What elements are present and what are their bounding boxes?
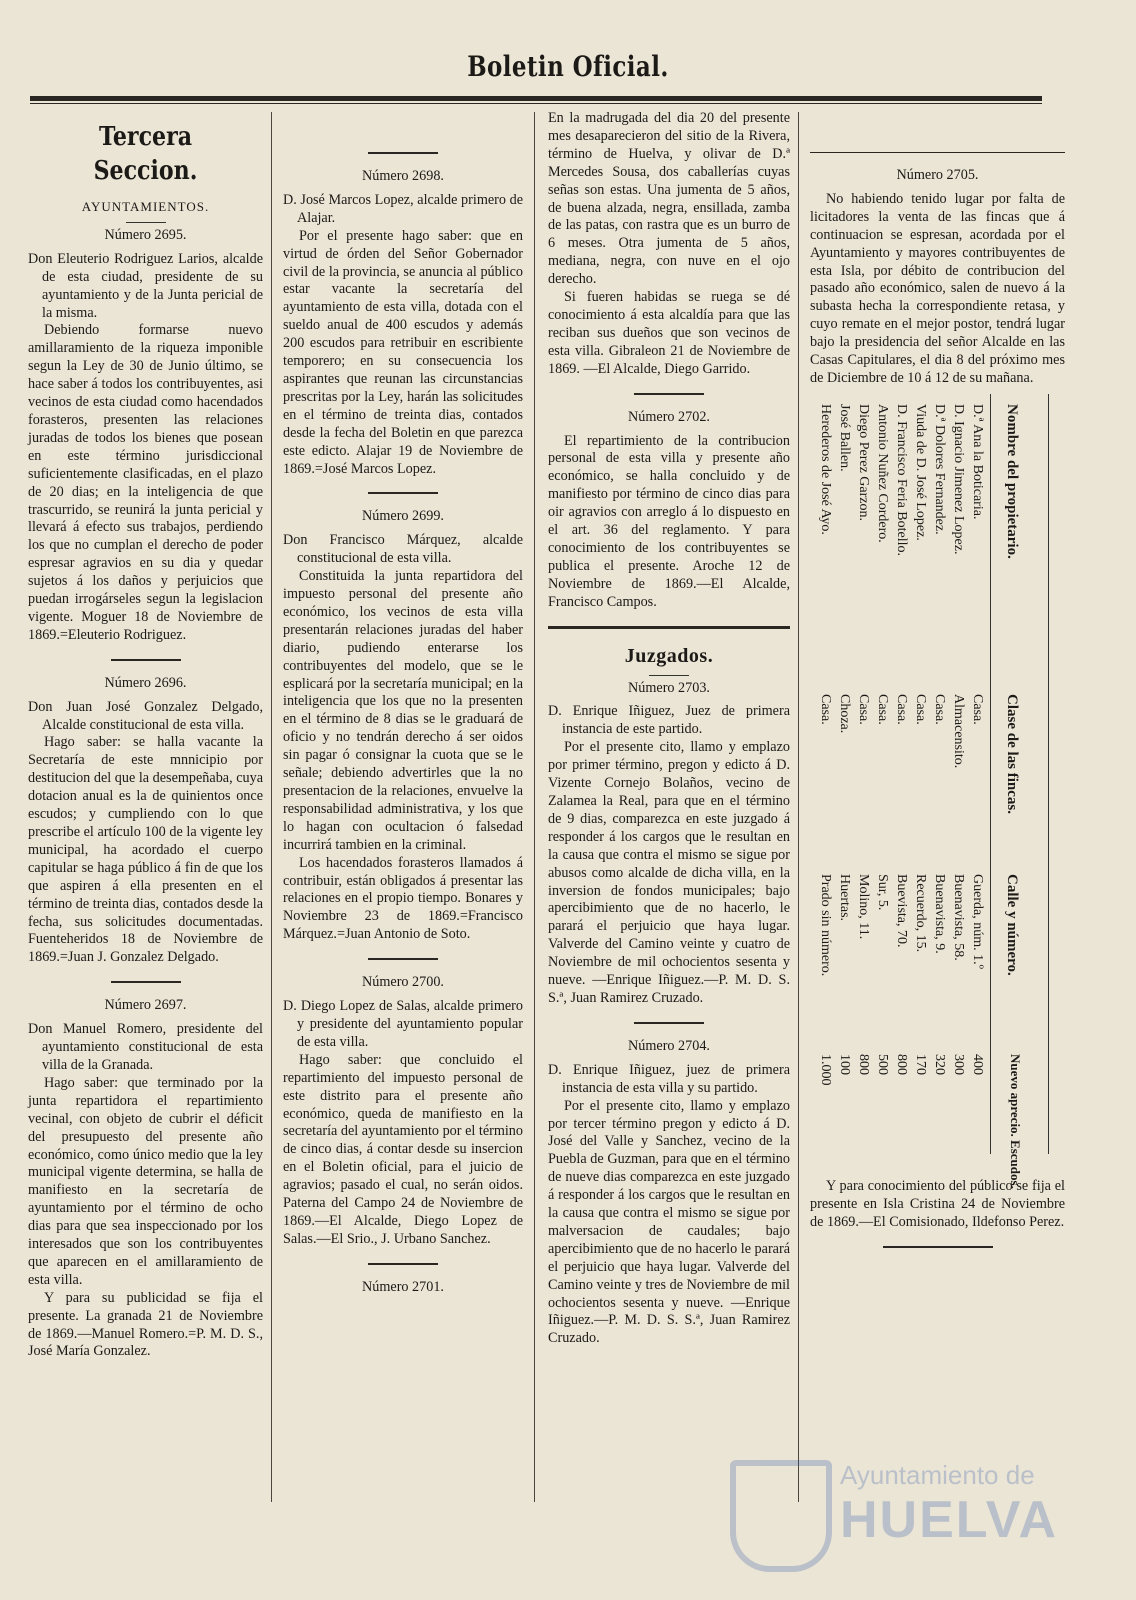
- notice-header: Don Manuel Romero, presidente del ayuntamiento constitucional de esta villa de la Granada.: [28, 1021, 263, 1073]
- notice-body: No habiendo tenido lugar por falta de licitadores la venta de las fincas que á continuacion se espresan, acordada por el Ayuntamiento y mayores contribuyentes de esta Isla, por débito de contribucion del pasado año económico, salen de nuevo á la subasta hecha la correspondiente retasa, y cuyo remate en el mejor postor, tendrá lugar bajo la presidencia del señor Alcalde en las Casas Capitulares, el dia 8 del próximo mes de Diciembre de 10 á 12 de su mañana.: [810, 190, 1065, 386]
- notice-body: Hago saber: se halla vacante la Secretaría de este mnnicipio por destitucion del que la desempeñaba, cuya dotacion anual es la de quinientos once escudos; y cumpliendo con lo que prescribe el artículo 100 de la vigente ley municipal, ha acordado el cuerpo capitular se haga público á fin de que los que aspiren á ella presenten en el término de treinta dias, contados desde la fecha, sus solicitudes documentadas. Fuenteheridos 18 de Noviembre de 1869.=Juan J. Gonzalez Delgado.: [28, 734, 263, 966]
- table-cell-calle: Buenavista, 58.: [951, 873, 966, 961]
- coat-of-arms-icon: [730, 1460, 832, 1572]
- notice-number: Número 2705.: [896, 167, 979, 183]
- notice-body: Hago saber: que concluido el repartimiento del impuesto personal de este distrito para el presente año económico, queda de manifiesto en la secretaría del ayuntamiento por el término de cinco dias, á contar desde su insercion en el Boletin oficial, para el juicio de agravios; pasado el cual, no serán oidos. Paterna del Campo 24 de Noviembre de 1869.—El Alcalde, Diego Lopez de Salas.—El Srio., J. Urbano Sanchez.: [283, 1051, 523, 1247]
- column-4: [810, 110, 1065, 1256]
- notice-header: Don Eleuterio Rodriguez Larios, alcalde de esta ciudad, presidente de su ayuntamiento y de la Junta pericial de la misma.: [28, 250, 263, 321]
- table-cell-aprecio: 100: [837, 1053, 852, 1075]
- notice-body: En la madrugada del dia 20 del presente mes desaparecieron del sitio de la Rivera, término de Huelva, y olivar de D.ª Mercedes Sousa, dos caballerías cuyas señas son estas. Una jumenta de 5 años, de buena alzada, negra, ensillada, zamba de las patas, con rastra que es un burro de 6 meses. Otra jumenta de 5 años, mediana, negra, con nuve en el ojo derecho.: [548, 110, 790, 288]
- table-cell-calle: Sur, 5.: [875, 873, 890, 911]
- table-cell-propietario: D.ª Dolores Fernandez.: [932, 403, 947, 535]
- header-clase: Clase de las fincas.: [1004, 693, 1020, 814]
- table-cell-calle: Huertas.: [837, 873, 852, 921]
- table-cell-propietario: D. Ignacio Jimenez Lopez.: [951, 403, 966, 555]
- notice-header: D. Diego Lopez de Salas, alcalde primero y presidente del ayuntamiento popular de esta villa.: [283, 998, 523, 1050]
- table-cell-propietario: Antonio Nuñez Cordero.: [875, 403, 890, 543]
- table-rule: [1048, 394, 1049, 1154]
- notice-body: Constituida la junta repartidora del impuesto personal del presente año económico, los vecinos de esta villa presentarán relaciones juradas del haber diario, pudiendo enterarse los contribuyentes del modelo, que se le esplicará por la secretaría municipal; en la inteligencia que los que no la presenten en el término de 8 dias se le graduará de oficio y no tendrán derecho á ser oidos sin pagar ó consignar la cuota que se le señale; debiendo advertirles que la no presentacion de la relaciones, envuelve la responsabilidad administrativa, y los que lo hagan con ocultacion ó falsedad incurrirá tambien en la criminal.: [283, 568, 523, 853]
- notice-number: Número 2701.: [362, 1278, 444, 1295]
- table-cell-propietario: Viuda de D. José Lopez.: [913, 403, 928, 541]
- notice-closing: Y para conocimiento del público se fija el presente en Isla Cristina 24 de Noviembre de 1869.—El Comisionado, Ildefonso Perez.: [810, 1177, 1065, 1230]
- table-cell-calle: Prado sin número.: [818, 873, 833, 977]
- table-cell-calle: Molino, 11.: [856, 873, 871, 940]
- notice-number: Número 2699.: [362, 508, 444, 525]
- properties-table: [810, 394, 1065, 1189]
- dash: [126, 222, 166, 223]
- separator: [634, 1022, 704, 1024]
- section-title: Tercera Seccion.: [93, 122, 198, 186]
- notice-body: Y para su publicidad se fija el presente. La granada 21 de Noviembre de 1869.—Manuel Romero.=P. M. D. S., José María Gonzalez.: [28, 1289, 263, 1360]
- separator: [368, 1263, 438, 1265]
- table-cell-aprecio: 170: [913, 1053, 928, 1075]
- table-cell-aprecio: 800: [894, 1053, 909, 1075]
- table-cell-calle: Guerda, núm. 1.º: [970, 873, 985, 969]
- separator: [883, 1246, 993, 1248]
- table-cell-propietario: Diego Perez Garzon.: [856, 403, 871, 521]
- watermark-line-1: Ayuntamiento de: [840, 1460, 1035, 1490]
- notice-number: Número 2696.: [104, 674, 187, 691]
- table-cell-clase: Choza.: [837, 693, 852, 734]
- table-cell-propietario: D. Francisco Feria Botello.: [894, 403, 909, 556]
- notice-header: D. Enrique Iñiguez, juez de primera instancia de esta villa y su partido.: [548, 1061, 790, 1096]
- notice-header: D. José Marcos Lopez, alcalde primero de Alajar.: [283, 191, 523, 226]
- section-rule: [548, 626, 790, 629]
- table-cell-clase: Casa.: [932, 693, 947, 725]
- table-cell-calle: Buevista, 70.: [894, 873, 909, 948]
- column-divider: [798, 112, 799, 1502]
- table-cell-aprecio: 1.000: [818, 1053, 833, 1086]
- dash: [649, 675, 689, 676]
- table-cell-clase: Almacensito.: [951, 693, 966, 769]
- notice-number: Número 2704.: [628, 1037, 710, 1054]
- notice-header: Don Juan José Gonzalez Delgado, Alcalde constitucional de esta villa.: [28, 698, 263, 733]
- table-cell-calle: Recuerdo, 15.: [913, 873, 928, 953]
- column-1: [28, 110, 263, 1361]
- notice-body: Debiendo formarse nuevo amillaramiento de la riqueza imponible segun la Ley de 30 de Junio último, se hace saber á todos los contribuyentes, asi vecinos de esta ciudad como hacendados forasteros, presenten las relaciones juradas de todos los bienes que posean en este término jurisdiccional suficientemente clasificadas, en el plazo de 20 dias; en la inteligencia de que trascurrido, se reunirá la junta pericial y llevará á efecto sus trabajos, perdiendo los que no cumplan el derecho de poder espresar agravios en su dia y quedar sujetos á los daños y perjuicios que puedan irrogárseles segun la legislacion vigente. Moguer 18 de Noviembre de 1869.=Eleuterio Rodriguez.: [28, 322, 263, 643]
- table-cell-clase: Casa.: [856, 693, 871, 725]
- notice-number: Número 2702.: [628, 408, 710, 425]
- notice-number: Número 2695.: [104, 226, 187, 243]
- table-cell-aprecio: 500: [875, 1053, 890, 1075]
- notice-number: Número 2700.: [362, 974, 444, 991]
- table-cell-propietario: D.ª Ana la Boticaria.: [970, 403, 985, 520]
- table-cell-aprecio: 320: [932, 1053, 947, 1075]
- separator: [111, 659, 181, 661]
- separator: [368, 958, 438, 960]
- column-divider: [271, 112, 272, 1502]
- table-cell-clase: Casa.: [894, 693, 909, 725]
- column-3: [548, 110, 790, 1348]
- notice-body: Por el presente cito, llamo y emplazo por tercer término pregon y edicto á D. José del Valle y Sanchez, vecino de la Puebla de Guzman, para que en el término de nueve dias comparezca en este juzgado á responder á los cargos que le resultan en la causa que contra el mismo se sigue por malversacion de caudales; bajo apercibimiento que de no hacerlo le parará el perjuicio que haya lugar. Valverde del Camino veinte y tres de Noviembre de mil ochocientos sesenta y nueve. —Enrique Iñiguez.—P. M. D. S. S.ª, Juan Ramirez Cruzado.: [548, 1097, 790, 1347]
- notice-header: D. Enrique Iñiguez, Juez de primera instancia de este partido.: [548, 703, 790, 738]
- table-rule: [990, 394, 991, 1154]
- notice-body: El repartimiento de la contribucion personal de esta villa y presente año económico, se halla concluido y de manifiesto por término de cinco dias para oir agravios con arreglo á lo dispuesto en el art. 36 del reglamento. Y para conocimiento de los contribuyentes se publica el presente. Aroche 12 de Noviembre de 1869.—El Alcalde, Francisco Campos.: [548, 432, 790, 610]
- notice-header: Don Francisco Márquez, alcalde constitucional de esta villa.: [283, 532, 523, 567]
- header-aprecio: Nuevo aprecio. Escudos.: [1008, 1053, 1023, 1189]
- separator: [368, 152, 438, 154]
- header-rule-thin: [30, 103, 1042, 104]
- table-cell-clase: Casa.: [970, 693, 985, 725]
- notice-body: Hago saber: que terminado por la junta repartidora el repartimiento vecinal, con objeto de cubrir el déficit del presupuesto del presente año económico, como único medio que la ley municipal vigente determina, se halla de manifiesto en la secretaría de ayuntamiento por el término de ocho dias para que sea inspeccionado por los interesados que son los contribuyentes que aparecen en el amillaramiento de esta villa.: [28, 1074, 263, 1288]
- table-cell-propietario: José Ballen.: [837, 403, 852, 472]
- masthead: Boletin Oficial.: [467, 50, 669, 83]
- column-divider: [534, 112, 535, 1502]
- notice-body: Por el presente cito, llamo y emplazo por primer término, pregon y edicto á D. Vizente Cornejo Bolaños, vecino de Zalamea la Real, para que en el término de 9 dias, comparezca en este juzgado á responder á los cargos que le resultan en la causa que contra el mismo se sigue por abusos como alcalde de dicha villa, en la inversion de fondos municipales; bajo apercibimiento que de no hacerlo, le parará el perjuicio que haya lugar. Valverde del Camino veinte y cuatro de Noviembre de mil ochocientos sesenta y nueve. —Enrique Iñiguez.—P. M. D. S. S.ª, Juan Ramirez Cruzado.: [548, 739, 790, 1006]
- header-rule: [30, 96, 1042, 101]
- table-cell-aprecio: 400: [970, 1053, 985, 1075]
- table-cell-aprecio: 800: [856, 1053, 871, 1075]
- separator: [810, 152, 1065, 153]
- table-cell-clase: Casa.: [875, 693, 890, 725]
- table-cell-clase: Casa.: [913, 693, 928, 725]
- watermark-line-2: HUELVA: [840, 1491, 1059, 1549]
- notice-body: Por el presente hago saber: que en virtud de órden del Señor Gobernador civil de la provincia, se anuncia al público estar vacante la secretaría del ayuntamiento de esta villa, dotada con el sueldo anual de 400 escudos y además 200 escudos para retribuir en escribiente temporero; en su consecuencia los aspirantes que reunan las circunstancias prescritas por la Ley, harán las solicitudes en el término de treinta dias, contados desde la fecha del Boletin en que parezca este edicto. Alajar 19 de Noviembre de 1869.=José Marcos Lopez.: [283, 227, 523, 477]
- separator: [111, 981, 181, 983]
- notice-number: Número 2703.: [628, 679, 710, 696]
- watermark: [720, 1450, 1059, 1570]
- notice-number: Número 2698.: [362, 168, 444, 184]
- separator: [634, 393, 704, 395]
- header-propietario: Nombre del propietario.: [1004, 403, 1020, 559]
- notice-number: Número 2697.: [104, 997, 187, 1014]
- notice-body: Si fueren habidas se ruega se dé conocimiento á esta alcaldía para que las reciban sus dueños que son vecinos de esta villa. Gibraleon 21 de Noviembre de 1869. —El Alcalde, Diego Garrido.: [548, 289, 790, 377]
- separator: [368, 492, 438, 494]
- table-cell-propietario: Herederos de José Ayo.: [818, 403, 833, 535]
- notice-body: Los hacendados forasteros llamados á contribuir, están obligados á presentar las relaciones en el propio tiempo. Bonares y Noviembre 23 de 1869.=Francisco Márquez.=Juan Antonio de Soto.: [283, 854, 523, 943]
- table-cell-clase: Casa.: [818, 693, 833, 725]
- header-calle: Calle y número.: [1004, 873, 1020, 976]
- table-cell-aprecio: 300: [951, 1053, 966, 1075]
- table-cell-calle: Buenavista, 9.: [932, 873, 947, 954]
- juzgados-heading: Juzgados.: [624, 644, 714, 667]
- ayuntamientos-heading: AYUNTAMIENTOS.: [81, 199, 210, 214]
- column-2: [283, 110, 523, 1303]
